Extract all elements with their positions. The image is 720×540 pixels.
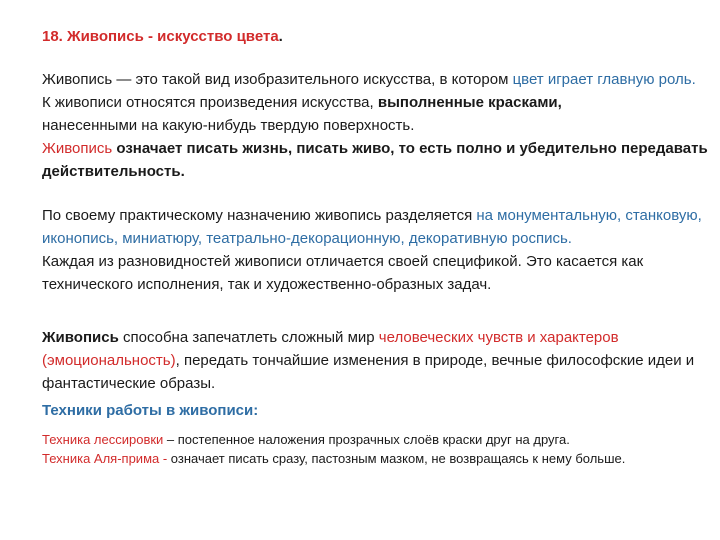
p2-s3: Каждая из разновидностей живописи отличается своей спецификой. Это касается как технического исполнения, так и художественно-образных задач. [42,253,644,293]
paragraph-types [42,204,712,296]
title-text: 18. Живопись - искусство цвета [42,28,279,45]
p3-s3: человеческих чувств и характеров (эмоциональность) [42,329,619,369]
p3-s1: Живопись [42,329,119,346]
p1-s1: Живопись — это такой вид изобразительного искусства, в котором [42,71,513,88]
technique-2-desc: означает писать сразу, пастозным мазком, не возвращаясь к нему больше. [167,451,626,466]
title-dot: . [278,28,283,45]
p1-s4: выполненные красками, [377,94,562,111]
p1-s3: К живописи относятся произведения искусства, [42,94,378,111]
technique-1-name: Техника лессировки [42,432,164,447]
techniques-list [42,430,712,468]
p2-s1: По своему практическому назначению живопись разделяется [42,207,477,224]
paragraph-capability [42,326,712,395]
p1-s7: означает писать жизнь, писать живо, то есть полно и убедительно передавать действительность. [42,140,708,180]
p3-s2: способна запечатлеть сложный мир [118,329,379,346]
p1-s5: нанесенными на какую-нибудь твердую поверхность. [42,117,415,134]
techniques-heading: Техники работы в живописи: [42,402,259,419]
p1-s2: цвет играет главную роль. [512,71,696,88]
technique-1-desc: – постепенное наложения прозрачных слоёв краски друг на друга. [163,432,570,447]
p3-s4: , передать тончайшие изменения в природе, вечные философские идеи и фантастические образы. [42,352,695,392]
paragraph-definition [42,68,712,183]
technique-2-name: Техника Аля-прима - [42,451,168,466]
slide-title [42,28,712,45]
p2-s2: на монументальную, станковую, иконопись, миниатюру, театрально-декорационную, декоративную роспись. [42,207,702,247]
p1-s6: Живопись [42,140,113,157]
